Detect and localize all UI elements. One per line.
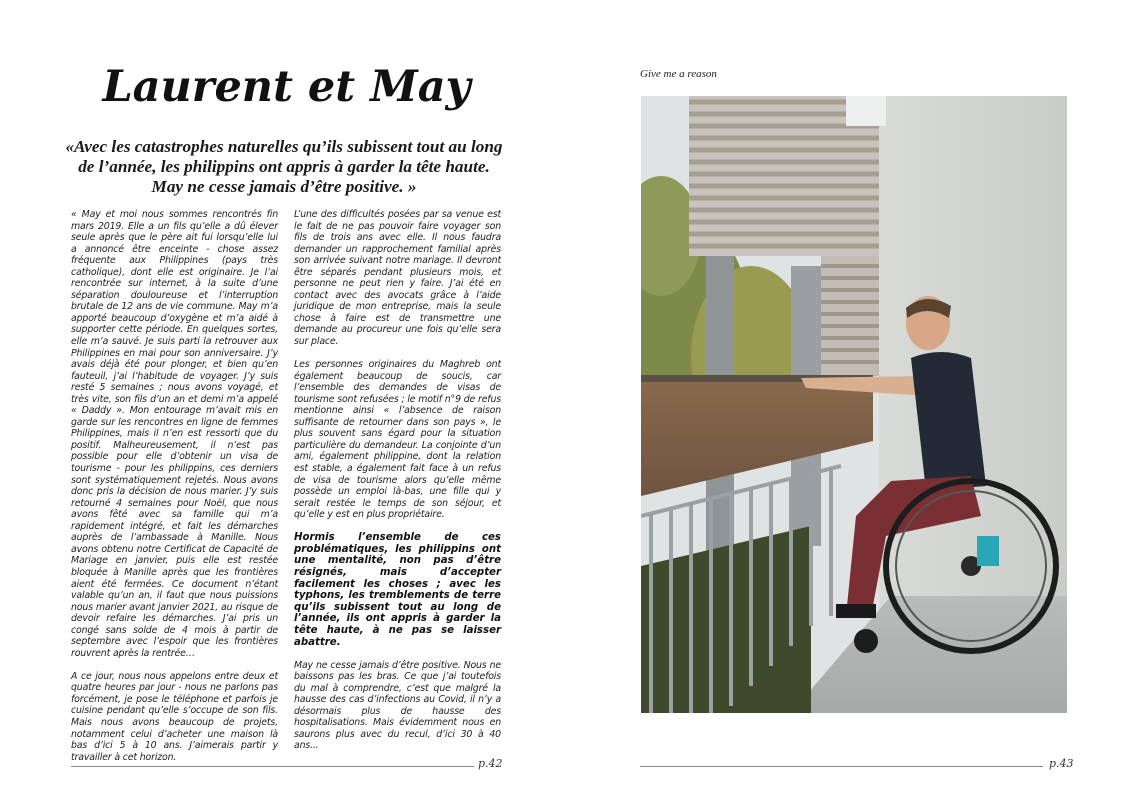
pull-quote [60, 137, 508, 197]
paragraph: A ce jour, nous nous appelons entre deux et quatre heures par jour - nous ne parlons pas forcément, je pose le téléphone et parfois je cuisine pendant qu’elle s’occupe de son fils. Mais nous avons beaucoup de projets, notamment celui d’acheter une maison là bas d’ici 5 à 10 ans. J’aimerais partir y travailler à cet horizon. [71, 670, 278, 763]
right-page [569, 0, 1139, 805]
text-column-2 [294, 209, 501, 764]
page-number: p.42 [478, 757, 503, 770]
highlighted-paragraph: Hormis l’ensemble de ces problématiques, les philippins ont une mentalité, non pas d’être résignés, mais d’accepter facilement les choses ; avec les typhons, les tremblements de terre qu’ils subissent tout au long de l’année, ils ont appris à garder la tête haute, à ne pas se laisser abattre. [294, 532, 501, 648]
portrait-photo [641, 96, 1067, 713]
article-title: Laurent et May [102, 62, 471, 112]
pull-quote-line: May ne cesse jamais d’être positive. » [151, 177, 417, 196]
portrait-photo-image [641, 96, 1067, 713]
paragraph: « May et moi nous sommes rencontrés fin mars 2019. Elle a un fils qu’elle a dû élever seule après que le père ait fui lorsqu’elle lui a annoncé être enceinte - chose assez fréquente aux Philippines (pays très catholique), dont elle est originaire. Je l’ai rencontrée sur internet, à la suite d’une séparation douloureuse et l’interruption brutale de 12 ans de vie commune. May m’a apporté beaucoup d’oxygène et m’a aidé à supporter cette période. En quelques sortes, elle m’a sauvé. Je suis parti la retrouver aux Philippines en mai pour son anniversaire. J’y avais déjà été pour plonger, et bien qu’en fauteuil, j’ai l’habitude de voyager. J’y suis resté 5 semaines ; nous avons voyagé, et très vite, son fils d’un an et demi m’a appelé « Daddy ». Mon entourage m’avait mis en garde sur les rencontres en ligne de femmes Philippines, mais il n’en est ressorti que du positif. Malheureusement, il n’est pas possible pour elle d’obtenir un visa de tourisme - pour les philippins, ces derniers sont systématiquement rejetés. Nous avons donc pris la décision de nous marier. J’y suis retourné 4 semaines pour Noël, que nous avons fêté avec sa famille qui m’a rapidement intégré, et fait les démarches auprès de l’ambassade à Manille. Nous avons obtenu notre Certificat de Capacité de Mariage en janvier, puis elle est restée bloquée à Manille après que les frontières aient été fermées. Ce document n’étant valable qu’un an, il faut que nous puissions nous marier avant janvier 2021, au risque de devoir refaire les démarches. J’ai pris un congé sans solde de 4 mois à partir de septembre avec l’espoir que les frontières rouvrent après la rentrée… [71, 209, 278, 659]
text-column-1 [71, 209, 278, 775]
left-page [0, 0, 569, 805]
running-head: Give me a reason [640, 68, 717, 80]
paragraph: May ne cesse jamais d’être positive. Nous ne baissons pas les bras. Ce que j’ai toutefois du mal à comprendre, c’est que malgré la hausse des cas d’infections au Covid, il n’y a désormais plus de hausse des hospitalisations. Mais évidemment nous en saurons plus avec du recul, d’ici 30 à 40 ans... [294, 659, 501, 752]
pull-quote-line: «Avec les catastrophes naturelles qu’ils subissent tout au long [65, 137, 503, 156]
footer-rule [71, 766, 474, 767]
page-number: p.43 [1049, 757, 1074, 770]
paragraph: L’une des difficultés posées par sa venue est le fait de ne pas pouvoir faire voyager son fils de trois ans avec elle. Il nous faudra demander un rapprochement familial après son arrivée suivant notre mariage. Il devront être séparés pendant plusieurs mois, et personne ne peut rien y faire. J’ai été en contact avec des avocats grâce à l’aide juridique de mon entreprise, mais la seule chose à faire est de transmettre une demande au procureur une fois qu’elle sera sur place. [294, 209, 501, 348]
paragraph: Les personnes originaires du Maghreb ont également beaucoup de soucis, car l’ensemble des demandes de visas de tourisme sont refusées ; le motif n°9 de refus mentionne ainsi « l’absence de raison suffisante de retourner dans son pays », le plus souvent sans égard pour la situation particulière du demandeur. La conjointe d’un ami, également philippine, dont la relation est stable, a également fait face à un refus de visa de tourisme alors qu’elle même possède un emploi là-bas, une fille qui y serait restée le temps de son séjour, et qu’elle y est en plus propriétaire. [294, 359, 501, 521]
pull-quote-line: de l’année, les philippins ont appris à garder la tête haute. [78, 157, 490, 176]
footer-rule [640, 766, 1043, 767]
